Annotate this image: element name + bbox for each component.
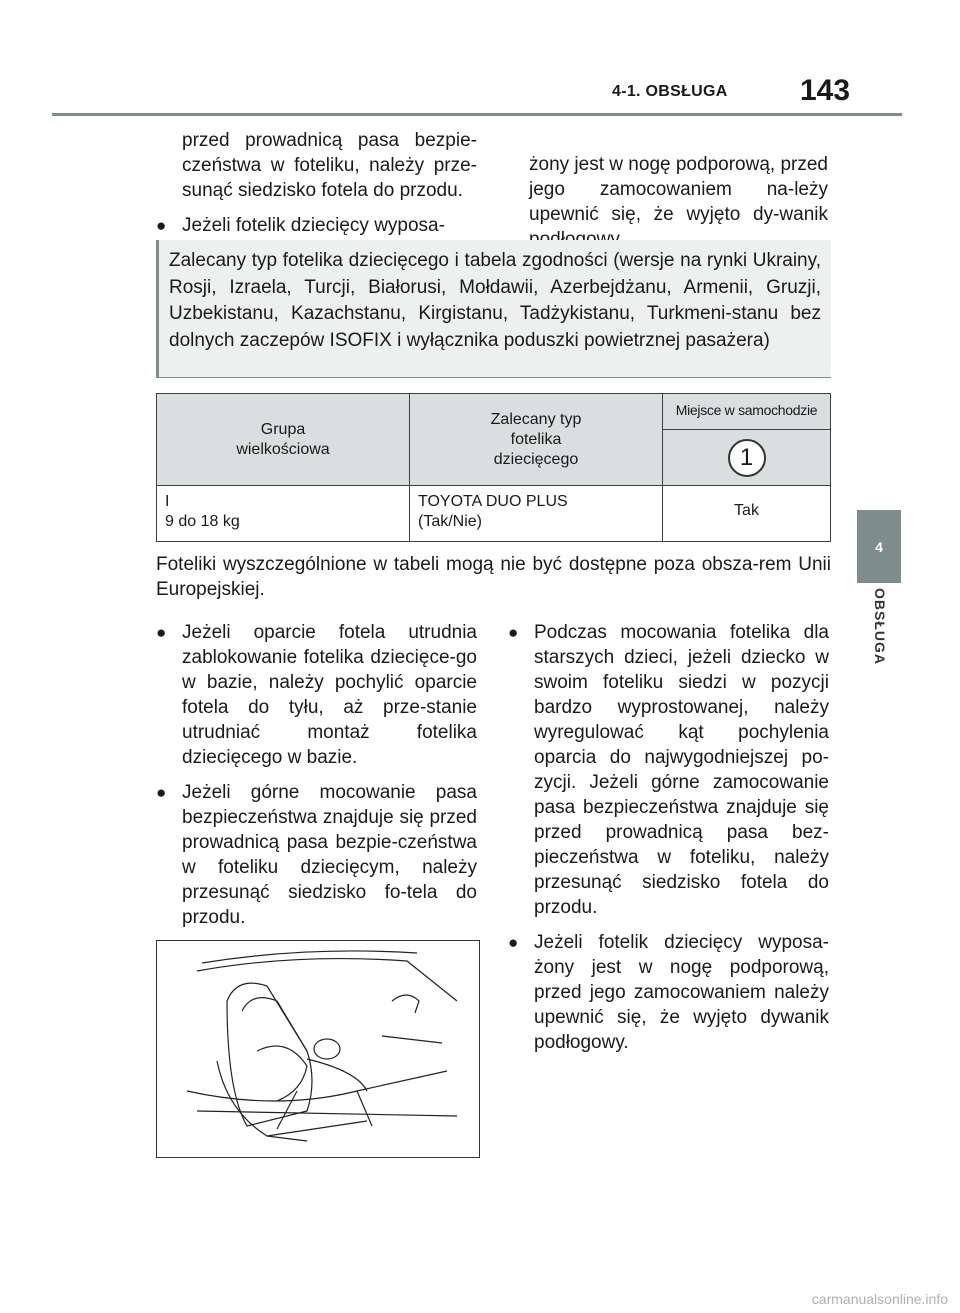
continued-paragraph: przed prowadnicą pasa bezpie-czeństwa w foteliku, należy prze-sunąć siedzisko fotela do przodu. [182, 130, 477, 201]
bullet-item: ● Jeżeli górne mocowanie pasa bezpieczeństwa znajduje się przed prowadnicą pasa bezpie-czeństwa w foteliku dziecięcym, należy przesunąć siedzisko fo-tela do przodu. [156, 780, 477, 930]
cell-seat-model: TOYOTA DUO PLUS [418, 493, 568, 510]
header-seat-type [410, 394, 663, 486]
left-column [156, 620, 477, 930]
seat-position-badge: 1 [728, 439, 766, 477]
header-group-line: wielkościowa [236, 440, 330, 458]
cell-group-text: I [165, 493, 170, 510]
cell-seat-note: (Tak/Nie) [418, 513, 483, 530]
cell-weight-text: 9 do 18 kg [165, 513, 240, 530]
header-seat-type-line: fotelika [510, 430, 562, 448]
watermark: carmanualsonline.info [811, 1291, 948, 1307]
chapter-tab: 4 [857, 510, 901, 583]
top-left-column [156, 128, 477, 238]
bullet-item: ● Jeżeli fotelik dziecięcy wyposa-żony jest w nogę podporową, przed jego zamocowaniem należy upewnić się, że wyjęto dywanik podłogowy. [508, 930, 829, 1055]
cell-seat-type [410, 486, 663, 542]
top-right-column [503, 152, 828, 252]
page-number: 143 [800, 74, 851, 107]
bullet-item: ● Jeżeli oparcie fotela utrudnia zablokowanie fotelika dziecięce-go w bazie, należy pochylić oparcie fotela do tyłu, aż prze-stanie utrudniać montaż fotelika dziecięcego w bazie. [156, 620, 477, 770]
header-divider [52, 113, 902, 116]
section-title: 4-1. OBSŁUGA [612, 83, 728, 100]
compatibility-table [156, 393, 831, 542]
chapter-label [866, 588, 892, 688]
table-note: Foteliki wyszczególnione w tabeli mogą nie być dostępne poza obsza-rem Unii Europejskiej. [156, 554, 831, 600]
chapter-label-text: OBSŁUGA [872, 588, 888, 665]
bullet-item: ● Jeżeli fotelik dziecięcy wyposa- [156, 213, 477, 238]
cell-result: Tak [663, 486, 831, 542]
bullet-item: ● Podczas mocowania fotelika dla starszych dzieci, jeżeli dziecko w swoim foteliku siedzi w pozycji bardzo wyprostowanej, należy wyregulować kąt pochylenia oparcia do najwygodniejszej po-zycji. Jeżeli górne zamocowanie pasa bezpieczeństwa znajduje się przed prowadnicą pasa bez-pieczeństwa w foteliku, należy przesunąć siedzisko fotela do przodu. [508, 620, 829, 920]
header-seat-type-line: dziecięcego [493, 450, 579, 468]
header-seat-position: Miejsce w samochodzie [663, 394, 831, 430]
compatibility-heading-box: Zalecany typ fotelika dziecięcego i tabela zgodności (wersje na rynki Ukrainy, Rosji, Izraela, Turcji, Białorusi, Mołdawii, Azerbejdżanu, Armenii, Gruzji, Uzbekistanu, Kazachstanu, Kirgistanu, Tadżykistanu, Turkmeni-stanu bez dolnych zaczepów ISOFIX i wyłącznika poduszki powietrznej pasażera) [156, 240, 831, 378]
header-group-line: Grupa [260, 420, 306, 438]
header-seat-type-line: Zalecany typ [490, 410, 582, 428]
continued-paragraph: żony jest w nogę podporową, przed jego zamocowaniem na-leży upewnić się, że wyjęto dy-wanik [529, 154, 828, 225]
seat-position-cell [663, 430, 831, 486]
right-column [508, 620, 829, 1055]
child-seat-illustration [156, 940, 480, 1158]
cell-group [157, 486, 410, 542]
header-group [157, 394, 410, 486]
car-seat-drawing [157, 941, 479, 1157]
